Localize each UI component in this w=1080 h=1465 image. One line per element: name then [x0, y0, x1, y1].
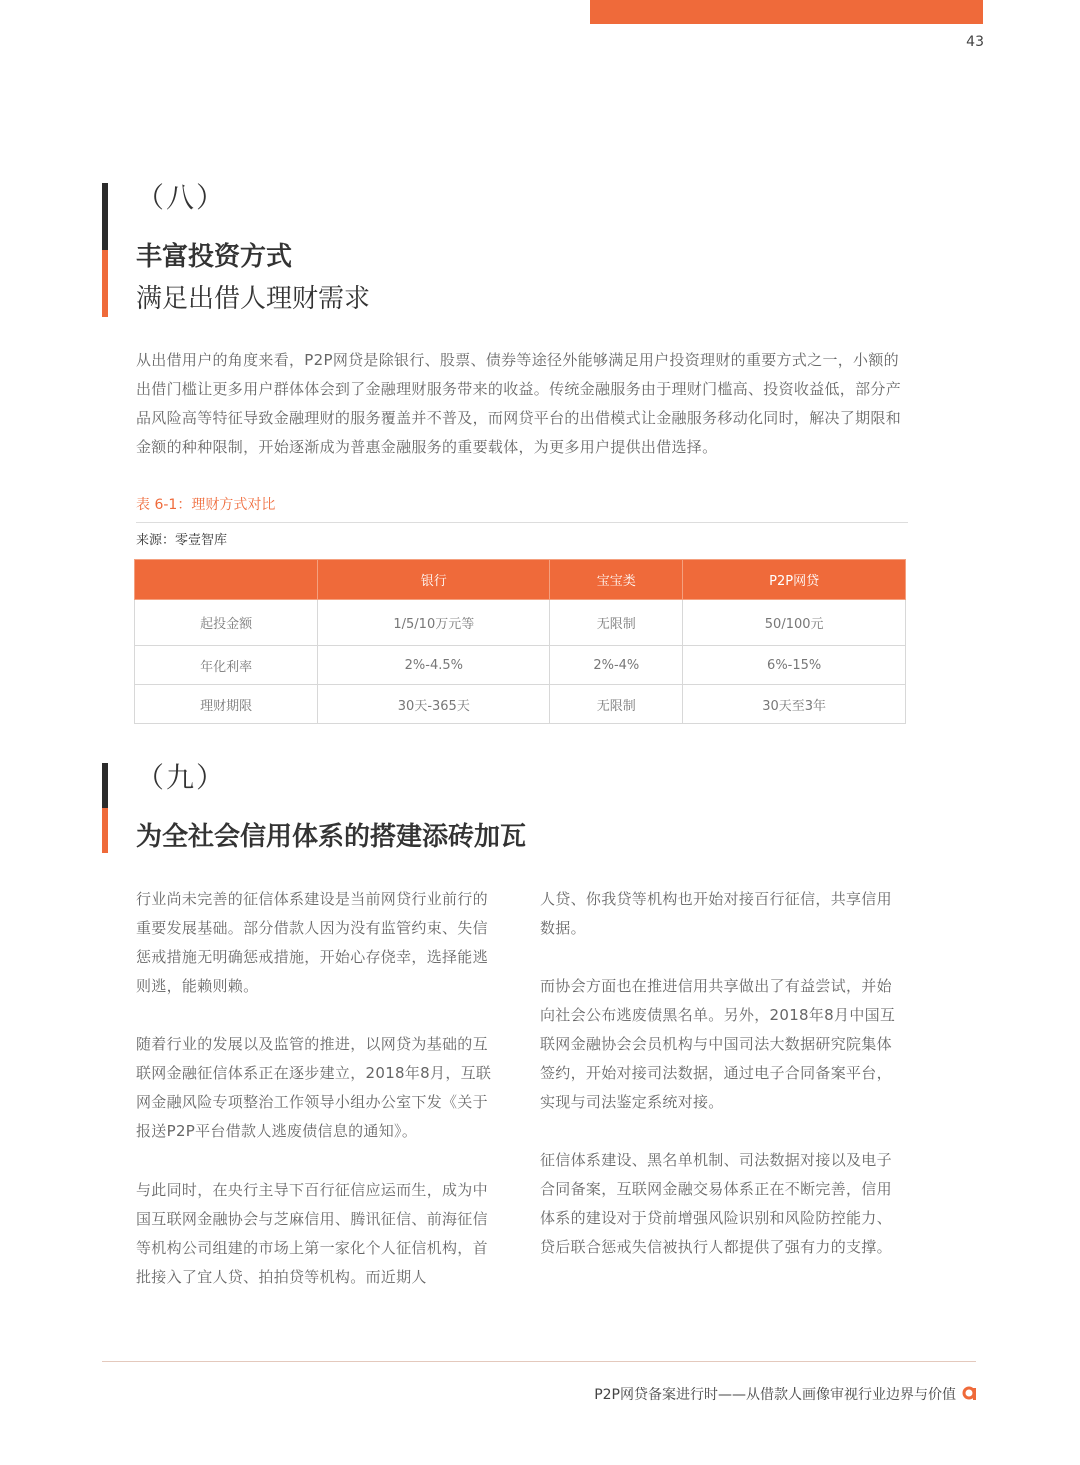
section-9-left-paragraph-1: 行业尚未完善的征信体系建设是当前网贷行业前行的重要发展基础。部分借款人因为没有监管约束、失信惩戒措施无明确惩戒措施，开始心存侥幸，选择能逃则逃，能赖则赖。: [136, 890, 488, 995]
table-header-cell: P2P网贷: [683, 560, 906, 600]
footer-divider: [102, 1361, 976, 1362]
table-row-label: 理财期限: [135, 685, 318, 724]
top-accent-bar: [590, 0, 983, 24]
table-source: 来源：零壹智库: [136, 533, 228, 548]
table-cell: 无限制: [550, 600, 683, 646]
table-row: [135, 685, 906, 724]
table-cell: 50/100元: [683, 600, 906, 646]
section-8-marker: [102, 183, 108, 317]
table-caption-divider: [136, 522, 908, 523]
section-8-number: （八）: [136, 181, 227, 214]
table-cell: 30天-365天: [318, 685, 550, 724]
table-row-label: 起投金额: [135, 600, 318, 646]
table-cell: 30天至3年: [683, 685, 906, 724]
table-cell: 无限制: [550, 685, 683, 724]
section-8-title-line1: 丰富投资方式: [136, 242, 293, 272]
section-9-right-paragraph-1: 人贷、你我贷等机构也开始对接百行征信，共享信用数据。: [540, 890, 892, 937]
section-9-left-paragraph-2: 随着行业的发展以及监管的推进，以网贷为基础的互联网金融征信体系正在逐步建立，2018年8月，互联网金融风险专项整治工作领导小组办公室下发《关于报送P2P平台借款人逃废债信息的通知》。: [136, 1035, 492, 1140]
table-header-cell: [135, 560, 318, 600]
table-cell: 1/5/10万元等: [318, 600, 550, 646]
table-row: [135, 600, 906, 646]
section-9-right-paragraph-2: 而协会方面也在推进信用共享做出了有益尝试，并始向社会公布逃废债黑名单。另外，2018年8月中国互联网金融协会会员机构与中国司法大数据研究院集体签约，开始对接司法数据，通过电子合同备案平台，实现与司法鉴定系统对接。: [540, 977, 896, 1111]
table-row: [135, 646, 906, 685]
section-9-title: 为全社会信用体系的搭建添砖加瓦: [136, 822, 527, 852]
table-cell: 2%-4%: [550, 646, 683, 685]
table-header-row: [135, 560, 906, 600]
table-header-cell: 宝宝类: [550, 560, 683, 600]
table-header-cell: 银行: [318, 560, 550, 600]
page-number: 43: [966, 34, 984, 50]
section-9-marker: [102, 763, 108, 853]
section-9-left-paragraph-3: 与此同时，在央行主导下百行征信应运而生，成为中国互联网金融协会与芝麻信用、腾讯征信、前海征信等机构公司组建的市场上第一家化个人征信机构，首批接入了宜人贷、拍拍贷等机构。而近期人: [136, 1181, 488, 1286]
brand-logo-icon: [962, 1386, 978, 1400]
section-8-title-line2: 满足出借人理财需求: [136, 284, 371, 314]
table-cell: 2%-4.5%: [318, 646, 550, 685]
footer-title: P2P网贷备案进行时——从借款人画像审视行业边界与价值: [594, 1387, 956, 1403]
comparison-table: [134, 559, 906, 724]
table-row-label: 年化利率: [135, 646, 318, 685]
section-9-right-paragraph-3: 征信体系建设、黑名单机制、司法数据对接以及电子合同备案，互联网金融交易体系正在不断完善，信用体系的建设对于贷前增强风险识别和风险防控能力、贷后联合惩戒失信被执行人都提供了强有力的支撑。: [540, 1151, 892, 1256]
section-9-number: （九）: [136, 761, 227, 794]
table-cell: 6%-15%: [683, 646, 906, 685]
section-8-title: [136, 236, 370, 320]
section-8-paragraph: 从出借用户的角度来看，P2P网贷是除银行、股票、债券等途径外能够满足用户投资理财的重要方式之一，小额的出借门槛让更多用户群体体会到了金融理财服务带来的收益。传统金融服务由于理财门槛高、投资收益低，部分产品风险高等特征导致金融理财的服务覆盖并不普及，而网贷平台的出借模式让金融服务移动化同时，解决了期限和金额的种种限制，开始逐渐成为普惠金融服务的重要载体，为更多用户提供出借选择。: [136, 351, 902, 456]
table-caption: 表 6-1：理财方式对比: [136, 497, 276, 513]
